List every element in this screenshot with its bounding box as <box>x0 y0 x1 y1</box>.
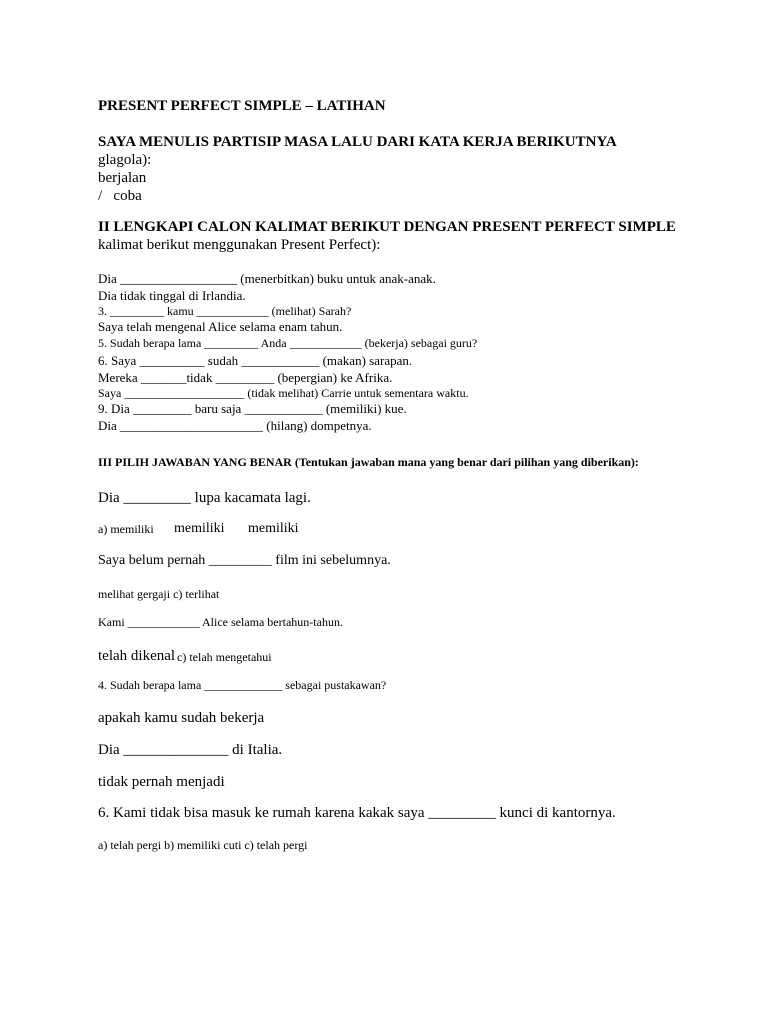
exercise-item: 5. Sudah berapa lama _________ Anda ____________ (bekerja) sebagai guru? <box>98 336 478 350</box>
question-1-option: a) memiliki <box>98 522 154 536</box>
question-2: Saya belum pernah _________ film ini sebelumnya. <box>98 553 391 568</box>
question-4-options: apakah kamu sudah bekerja <box>98 710 265 726</box>
section1-line: glagola): <box>98 152 152 168</box>
exercise-item: Dia ______________________ (hilang) dompetnya. <box>98 418 372 433</box>
exercise-item: Dia tidak tinggal di Irlandia. <box>98 288 246 303</box>
section2-subheading: kalimat berikut menggunakan Present Perfect): <box>98 237 381 253</box>
question-1-option: memiliki <box>248 521 299 536</box>
exercise-item: 9. Dia _________ baru saja ____________ (memiliki) kue. <box>98 401 407 416</box>
question-4: 4. Sudah berapa lama _____________ sebagai pustakawan? <box>98 678 387 692</box>
question-2-options: melihat gergaji c) terlihat <box>98 587 220 601</box>
question-6: 6. Kami tidak bisa masuk ke rumah karena kakak saya _________ kunci di kantornya. <box>98 805 616 821</box>
question-5: Dia ______________ di Italia. <box>98 742 283 758</box>
question-3-option: c) telah mengetahui <box>177 650 272 664</box>
exercise-item: Saya telah mengenal Alice selama enam tahun. <box>98 319 343 334</box>
section1-line: berjalan <box>98 170 147 186</box>
question-6-options: a) telah pergi b) memiliki cuti c) telah pergi <box>98 838 308 852</box>
exercise-item: 6. Saya __________ sudah ____________ (makan) sarapan. <box>98 353 413 368</box>
exercise-item: Dia __________________ (menerbitkan) buku untuk anak-anak. <box>98 271 436 286</box>
question-3-option: telah dikenal <box>98 648 176 664</box>
question-1: Dia _________ lupa kacamata lagi. <box>98 490 311 506</box>
section1-line: / coba <box>98 188 142 204</box>
section3-heading: III PILIH JAWABAN YANG BENAR (Tentukan jawaban mana yang benar dari pilihan yang diberikan): <box>98 455 639 469</box>
exercise-item: Mereka _______tidak _________ (bepergian) ke Afrika. <box>98 370 393 385</box>
question-5-options: tidak pernah menjadi <box>98 774 225 790</box>
exercise-item: 3. _________ kamu ____________ (melihat) Sarah? <box>98 304 352 318</box>
question-3: Kami ____________ Alice selama bertahun-tahun. <box>98 615 343 629</box>
section1-heading: SAYA MENULIS PARTISIP MASA LALU DARI KATA KERJA BERIKUTNYA <box>98 134 617 150</box>
question-1-option: memiliki <box>174 521 225 536</box>
exercise-item: Saya ____________________ (tidak melihat) Carrie untuk sementara waktu. <box>98 386 469 400</box>
page-title: PRESENT PERFECT SIMPLE – LATIHAN <box>98 98 386 114</box>
section2-heading: II LENGKAPI CALON KALIMAT BERIKUT DENGAN PRESENT PERFECT SIMPLE <box>98 219 676 235</box>
